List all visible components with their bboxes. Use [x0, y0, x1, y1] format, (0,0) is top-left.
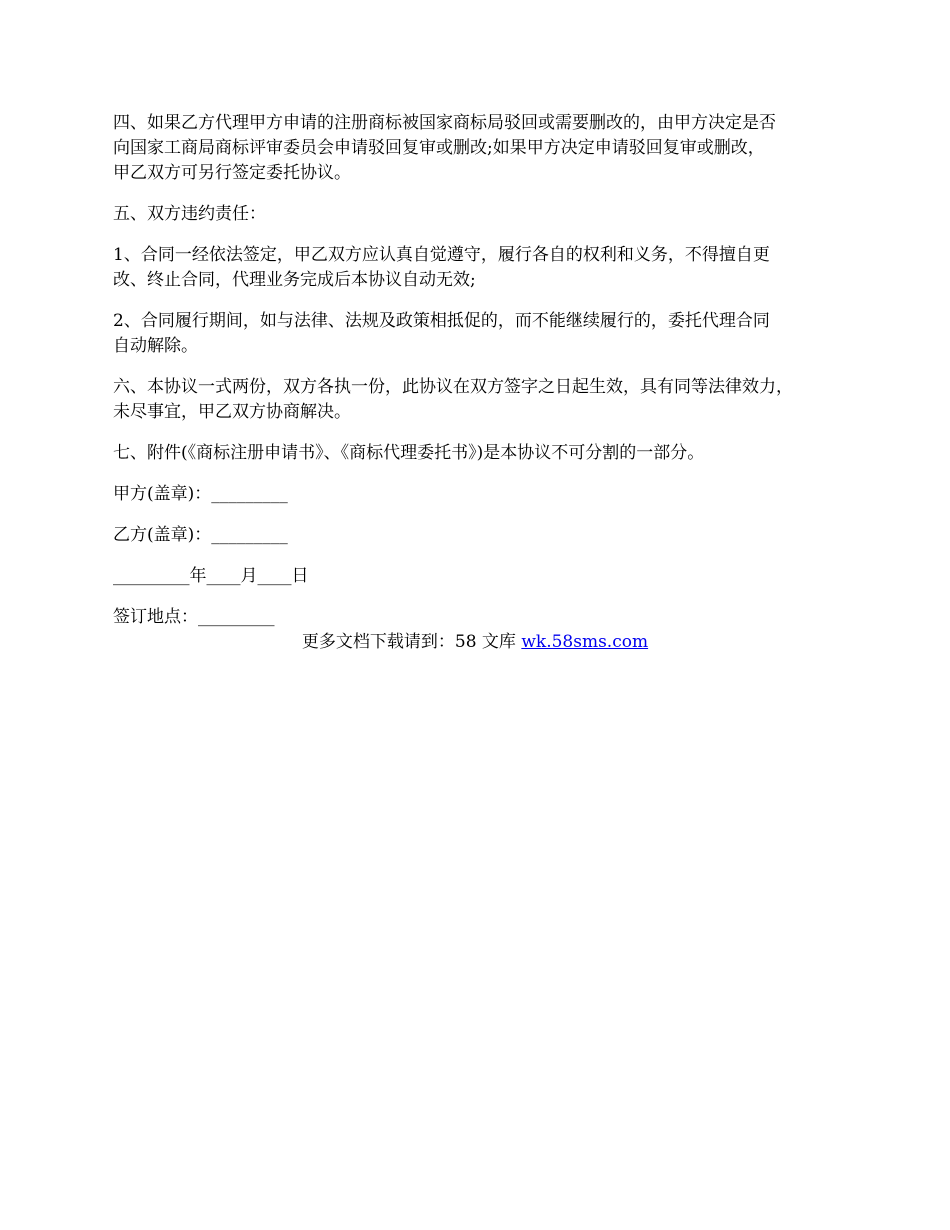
clause-seven-paragraph: 七、附件(《商标注册申请书》、《商标代理委托书》)是本协议不可分割的一部分。 — [113, 443, 705, 463]
party-a-seal-line: 甲方(盖章)：_________ — [113, 484, 288, 504]
signing-place-line: 签订地点：_________ — [113, 607, 275, 627]
footer-text: 更多文档下载请到：58 文库 — [301, 632, 522, 652]
clause-six-paragraph: 六、本协议一式两份，双方各执一份，此协议在双方签字之日起生效，具有同等法律效力， 未尽事宜，甲乙双方协商解决。 — [113, 377, 793, 422]
clause-five-heading: 五、双方违约责任： — [113, 204, 266, 224]
party-b-seal-line: 乙方(盖章)：_________ — [113, 525, 288, 545]
download-footer — [0, 630, 950, 655]
clause-five-item-2: 2、合同履行期间，如与法律、法规及政策相抵促的，而不能继续履行的，委托代理合同 自动解除。 — [113, 311, 770, 356]
document-body — [113, 111, 858, 646]
clause-five-item-1: 1、合同一经依法签定，甲乙双方应认真自觉遵守，履行各自的权利和义务，不得擅自更 改、终止合同，代理业务完成后本协议自动无效; — [113, 245, 770, 290]
clause-four-paragraph: 四、如果乙方代理甲方申请的注册商标被国家商标局驳回或需要删改的，由甲方决定是否 向国家工商局商标评审委员会申请驳回复审或删改;如果甲方决定申请驳回复审或删改， 甲乙双方可另行签定委托协议。 — [113, 113, 776, 183]
date-line: _________年____月____日 — [113, 566, 309, 586]
footer-link[interactable]: wk.58sms.com — [521, 632, 649, 652]
